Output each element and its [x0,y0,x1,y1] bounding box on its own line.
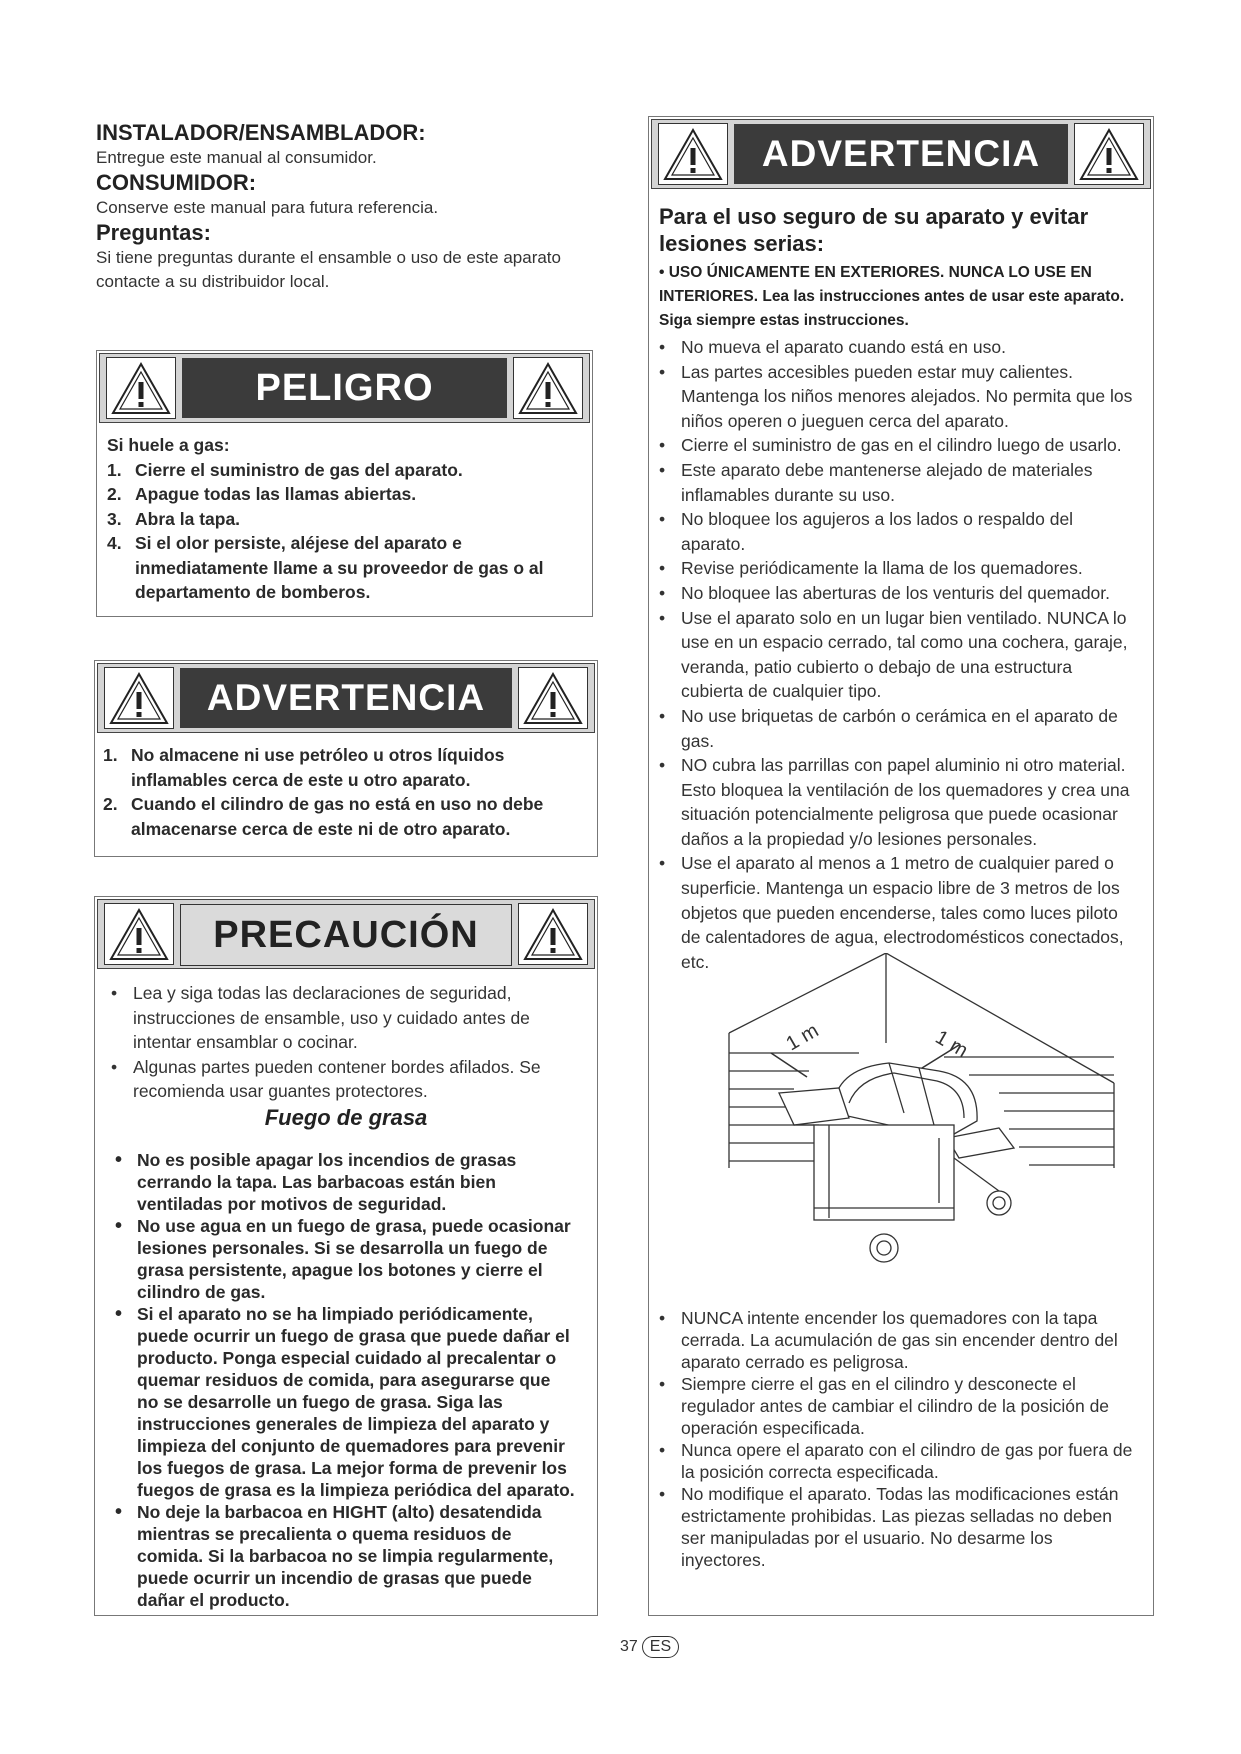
adv-after-bullet-3: • Nunca opere el aparato con el cilindro de gas por fuera de la posición correcta especificada. [659,1440,1133,1482]
left-header [96,120,596,294]
diagram-label-right: 1 m [931,1026,972,1063]
warning-triangle-icon [513,357,583,419]
peligro-intro: Si huele a gas: [107,435,230,455]
peligro-item-3: 3. Abra la tapa. [107,508,241,529]
consumer-title: CONSUMIDOR: [96,170,257,195]
advertencia-right-title: ADVERTENCIA [734,124,1068,184]
warning-triangle-icon [104,667,174,729]
advertencia-right-bullets-after [653,1307,1149,1571]
warning-triangle-icon [106,357,176,419]
advertencia-right-outdoor-notice: • USO ÚNICAMENTE EN EXTERIORES. NUNCA LO USE EN INTERIORES. Lea las instrucciones antes de usar este aparato. Siga siempre estas instrucciones. [659,264,1125,329]
page-number: 37 [620,1638,638,1655]
warning-triangle-icon [104,903,174,965]
peligro-content [107,433,582,605]
adv-after-bullet-2: • Siempre cierre el gas en el cilindro y desconecte el regulador antes de cambiar el cilindro de la posición de operación especificada. [659,1374,1110,1438]
adv-after-bullet-1: • NUNCA intente encender los quemadores con la tapa cerrada. La acumulación de gas sin encender dentro del aparato cerrado es peligrosa. [659,1308,1118,1372]
adv-bullet-6: • Revise periódicamente la llama de los quemadores. [659,558,1083,579]
adv-bullet-3: • Cierre el suministro de gas en el cilindro luego de usarlo. [659,435,1122,456]
grill-clearance-diagram [709,953,1129,1283]
questions-line1: Si tiene preguntas durante el ensamble o uso de este aparato [96,248,561,267]
warning-triangle-icon [1074,123,1144,185]
adv-bullet-7: • No bloquee las aberturas de los venturis del quemador. [659,582,1111,603]
precaucion-bullet-1: • Lea y siga todas las declaraciones de seguridad, instrucciones de ensamble, uso y cuidado antes de intentar ensamblar o cocinar. [111,983,530,1052]
diagram-label-left: 1 m [782,1019,823,1056]
peligro-title: PELIGRO [182,358,507,418]
questions-line2: contacte a su distribuidor local. [96,272,330,291]
precaucion-bullets [105,981,585,1104]
precaucion-box [94,896,598,1616]
installer-text: Entregue este manual al consumidor. [96,148,377,167]
precaucion-banner [97,899,595,969]
consumer-text: Conserve este manual para futura referencia. [96,198,439,217]
advertencia-right-subtitle: Para el uso seguro de su aparato y evitar lesiones serias: [659,204,1089,256]
adv-bullet-10: • NO cubra las parrillas con papel aluminio ni otro material. Esto bloquea la ventilación de los quemadores y crea una situación potencialmente peligrosa que puede ocasionar daños a la propiedad y/o lesiones personales. [659,755,1130,849]
adv-bullet-8: • Use el aparato solo en un lugar bien ventilado. NUNCA lo use en un espacio cerrado, tal como una cochera, garaje, veranda, patio cubierto o debajo de una estructura cubierta de cualquier tipo. [659,607,1128,702]
warning-triangle-icon [658,123,728,185]
grease-item-1: • No es posible apagar los incendios de grasas cerrando la tapa. Las barbacoas están bien ventiladas por motivos de seguridad. [115,1149,517,1214]
grease-items [95,1149,595,1611]
adv-bullet-5: • No bloquee los agujeros a los lados o respaldo del aparato. [659,509,1074,554]
precaucion-bullet-2: • Algunas partes pueden contener bordes afilados. Se recomienda usar guantes protectores. [111,1056,541,1101]
advertencia-left-banner [97,663,595,733]
advertencia-left-item-2: 2. Cuando el cilindro de gas no está en uso no debe almacenarse cerca de este ni de otro aparato. [103,794,544,839]
adv-bullet-4: • Este aparato debe mantenerse alejado de materiales inflamables durante su uso. [659,459,1093,505]
advertencia-left-title: ADVERTENCIA [180,668,512,728]
advertencia-left-box [94,660,598,857]
adv-bullet-2: • Las partes accesibles pueden estar muy calientes. Mantenga los niños menores alejados. No permita que los niños operen o jueguen cerca del aparato. [659,361,1133,431]
precaucion-title: PRECAUCIÓN [180,904,512,966]
peligro-box [96,350,593,617]
advertencia-right-box [648,116,1154,1616]
warning-triangle-icon [518,903,588,965]
adv-bullet-9: • No use briquetas de carbón o cerámica en el aparato de gas. [659,705,1118,751]
grease-item-3: • Si el aparato no se ha limpiado periódicamente, puede ocurrir un fuego de grasa que puede dañar el producto. Ponga especial cuidado al precalentar o quemar residuos de comida, para asegurarse que no se desarrolle un fuego de grasa. Siga las instrucciones generales de limpieza del aparato y limpieza del conjunto de quemadores para prevenir los fuegos de grasa. La mejor forma de prevenir los fuegos de grasa es la limpieza periódica del aparato. [115,1303,575,1500]
grease-title: Fuego de grasa [264,1105,428,1130]
peligro-item-2: 2. Apague todas las llamas abiertas. [107,484,417,504]
adv-bullet-1: • No mueva el aparato cuando está en uso. [659,337,1006,357]
page-footer [620,1636,679,1658]
grease-item-4: • No deje la barbacoa en HIGHT (alto) desatendida mientras se precalienta o quema residuos de comida. Si la barbacoa no se limpia regularmente, puede ocurrir un incendio de grasas que puede dañar el producto. [115,1501,554,1610]
peligro-banner [99,353,590,423]
adv-after-bullet-4: • No modifique el aparato. Todas las modificaciones están estrictamente prohibidas. Las piezas selladas no deben ser manipuladas por el usuario. No desarme los inyectores. [659,1484,1119,1570]
questions-title: Preguntas: [96,220,211,245]
peligro-item-4: 4. Si el olor persiste, aléjese del aparato e inmediatamente llame a su proveedor de gas o al departamento de bomberos. [107,533,544,602]
advertencia-left-content [103,743,588,841]
adv-bullet-11: • Use el aparato al menos a 1 metro de cualquier pared o superficie. Mantenga un espacio libre de 3 metros de los objetos que pueden encenderse, tales como luces piloto de calentadores de agua, electrodomésticos conectados, etc. [659,853,1124,972]
warning-triangle-icon [518,667,588,729]
advertencia-left-item-1: 1. No almacene ni use petróleo u otros líquidos inflamables cerca de este u otro aparato. [103,745,505,790]
grease-item-2: • No use agua en un fuego de grasa, puede ocasionar lesiones personales. Si se desarrolla un fuego de grasa persistente, apague los botones y cierre el cilindro de gas. [115,1215,571,1302]
advertencia-right-banner [651,119,1151,189]
language-badge: ES [642,1636,679,1658]
advertencia-right-bullets [653,335,1149,974]
installer-title: INSTALADOR/ENSAMBLADOR: [96,120,426,145]
peligro-item-1: 1. Cierre el suministro de gas del aparato. [107,459,463,480]
